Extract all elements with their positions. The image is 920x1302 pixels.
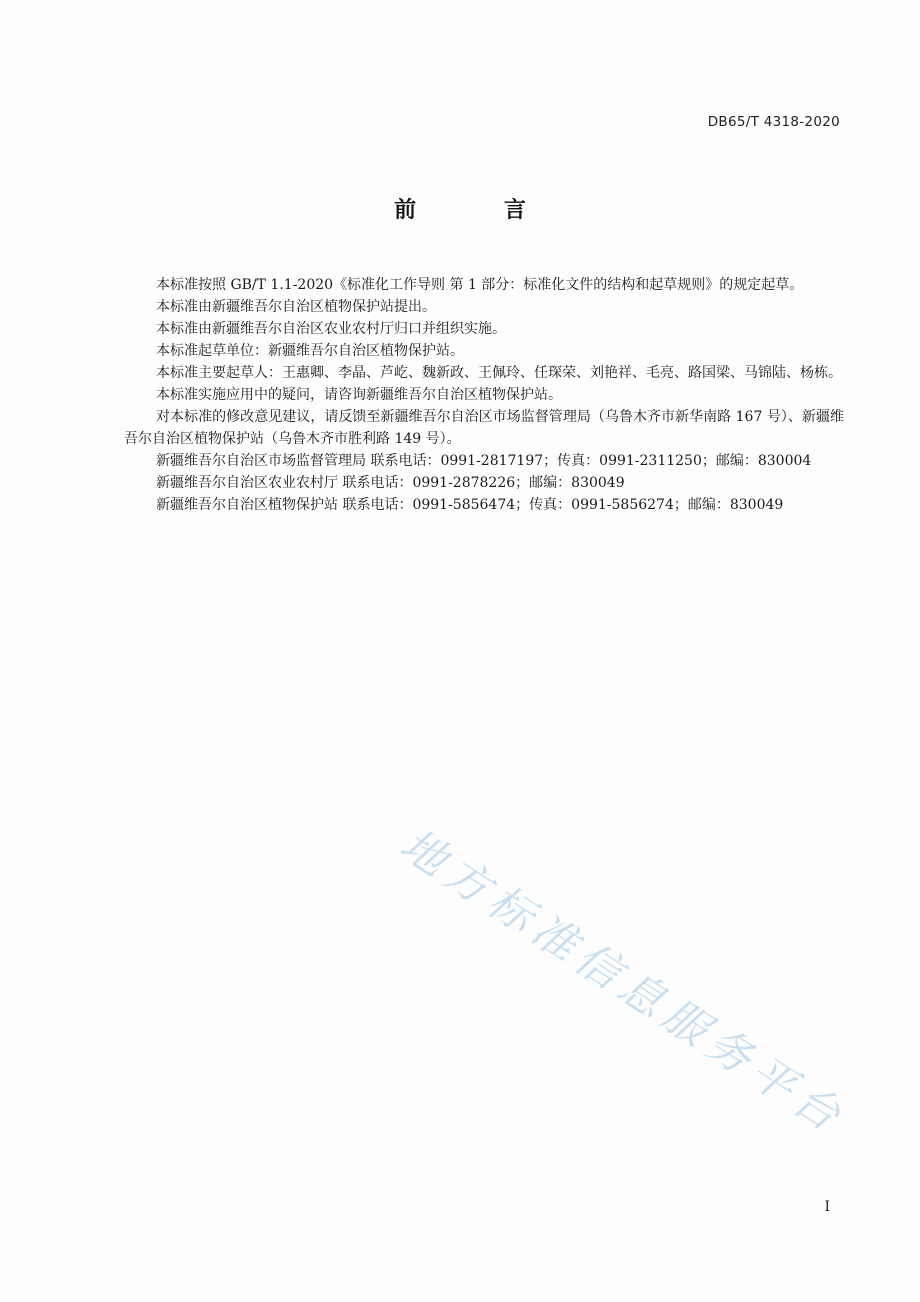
section-title: 前 言 (394, 198, 566, 223)
paragraph-drafting-unit: 本标准起草单位：新疆维吾尔自治区植物保护站。 (156, 343, 464, 359)
contact-plant-protection-station: 新疆维吾尔自治区植物保护站 联系电话：0991-5856474；传真：0991-5856274；邮编：830049 (156, 497, 784, 513)
page-number: I (824, 1199, 830, 1215)
paragraph-proposed-by: 本标准由新疆维吾尔自治区植物保护站提出。 (156, 299, 436, 315)
paragraph-administered-by: 本标准由新疆维吾尔自治区农业农村厅归口并组织实施。 (156, 321, 506, 337)
paragraph-feedback: 对本标准的修改意见建议，请反馈至新疆维吾尔自治区市场监督管理局（乌鲁木齐市新华南路 167 号）、新疆维吾尔自治区植物保护站（乌鲁木齐市胜利路 149 号）。 (124, 409, 844, 447)
document-code: DB65/T 4318-2020 (707, 114, 840, 130)
paragraph-drafting-rules: 本标准按照 GB/T 1.1-2020《标准化工作导则 第 1 部分：标准化文件的结构和起草规则》的规定起草。 (156, 277, 804, 293)
foreword-body (124, 274, 844, 516)
paragraph-main-drafters: 本标准主要起草人：王惠卿、李晶、芦屹、魏新政、王佩玲、任琛荣、刘艳祥、毛亮、路国梁、马锦陆、杨栋。 (156, 365, 842, 381)
contact-agriculture-department: 新疆维吾尔自治区农业农村厅 联系电话：0991-2878226；邮编：830049 (156, 475, 625, 491)
contact-market-supervision: 新疆维吾尔自治区市场监督管理局 联系电话：0991-2817197；传真：0991-2311250；邮编：830004 (156, 453, 812, 469)
paragraph-inquiries: 本标准实施应用中的疑问，请咨询新疆维吾尔自治区植物保护站。 (156, 387, 562, 403)
watermark: 地方标准信息服务平台 (391, 819, 856, 1146)
